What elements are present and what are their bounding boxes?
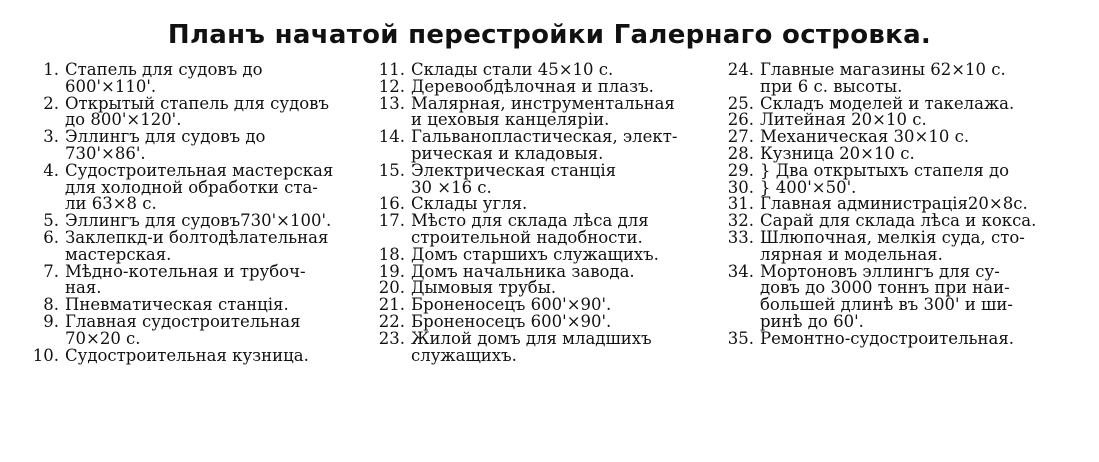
legend-item-line: Стапель для судовъ до	[65, 60, 263, 79]
legend-item	[30, 227, 360, 264]
legend-item-number: 20.	[378, 278, 405, 298]
legend-item-line: Жилой домъ для младшихъ	[411, 328, 652, 348]
legend-item-number: 15.	[378, 160, 405, 180]
legend-item-text	[65, 62, 360, 96]
legend-item-text	[411, 93, 716, 130]
legend-item-line: 30 ×16 с.	[411, 177, 492, 197]
legend-item-text	[65, 345, 360, 365]
legend-item-number: 35.	[727, 328, 754, 348]
legend-item	[725, 328, 1075, 348]
legend-item-line: Домъ старшихъ служащихъ.	[411, 244, 659, 264]
legend-item-line: ная.	[65, 278, 102, 298]
legend-item-text	[760, 227, 1075, 264]
legend-item-line: Склады стали 45×10 с.	[411, 60, 614, 79]
legend-item	[30, 93, 360, 130]
legend-item-text	[760, 62, 1075, 96]
legend-item-text	[65, 261, 360, 298]
legend-item-line: при 6 с. высоты.	[760, 76, 903, 96]
legend-item-line: } Два открытыхъ стапеля до	[760, 160, 1010, 180]
legend-item-number: 30.	[727, 177, 754, 197]
legend-item-line: Открытый стапель для судовъ	[65, 93, 329, 113]
legend-item	[725, 227, 1075, 264]
legend-item-line: Склады угля.	[411, 194, 528, 214]
legend-item-number: 31.	[727, 194, 754, 214]
legend-item-number: 22.	[378, 311, 405, 331]
legend-item-line: Дымовыя трубы.	[411, 278, 557, 298]
legend-item-number: 5.	[43, 211, 59, 231]
legend-item	[30, 160, 360, 214]
legend-item-line: Броненосецъ 600'×90'.	[411, 311, 612, 331]
legend-item-line: Ремонтно-судостроительная.	[760, 328, 1015, 348]
legend-item-number: 27.	[727, 127, 754, 147]
legend-item-line: 600'×110'.	[65, 76, 157, 96]
legend-item-number: 10.	[32, 345, 59, 365]
legend-item-number: 9.	[43, 311, 59, 331]
legend-item-line: Броненосецъ 600'×90'.	[411, 295, 612, 315]
legend-item	[30, 129, 360, 163]
legend-item-line: Электрическая станція	[411, 160, 617, 180]
legend-item-number: 18.	[378, 244, 405, 264]
legend-item-text	[411, 213, 716, 247]
legend-item-number: 2.	[43, 93, 59, 113]
legend-item-line: Механическая 30×10 с.	[760, 127, 970, 147]
legend-item-line: Гальванопластическая, элект-	[411, 127, 678, 147]
legend-item	[376, 328, 716, 365]
legend-item-line: 730'×86'.	[65, 143, 146, 163]
legend-item-line: Главная администрація20×8с.	[760, 194, 1028, 214]
legend-item-number: 25.	[727, 93, 754, 113]
legend-item-text	[65, 160, 360, 214]
legend-item-number: 23.	[378, 328, 405, 348]
legend-item-number: 12.	[378, 76, 405, 96]
legend-item-line: до 800'×120'.	[65, 110, 182, 130]
legend-item-line: 70×20 с.	[65, 328, 141, 348]
legend-item-line: рическая и кладовыя.	[411, 143, 604, 163]
page-title: Планъ начатой перестройки Галернаго островка.	[167, 20, 932, 50]
legend-item-text	[760, 261, 1075, 331]
legend-item-number: 3.	[43, 127, 59, 147]
legend-item-line: Шлюпочная, мелкія суда, сто-	[760, 227, 1025, 247]
legend-item-line: для холодной обработки ста-	[65, 177, 318, 197]
legend-item-line: Мортоновъ эллингъ для су-	[760, 261, 1000, 281]
legend-item-line: ли 63×8 с.	[65, 194, 157, 214]
legend-item-line: Домъ начальника завода.	[411, 261, 635, 281]
legend-item-number: 28.	[727, 143, 754, 163]
legend-item-number: 24.	[727, 60, 754, 79]
legend-item-text	[411, 160, 716, 197]
legend-item	[725, 261, 1075, 331]
legend-item-line: Судостроительная мастерская	[65, 160, 334, 180]
legend-item-line: Деревообдѣлочная и плазъ.	[411, 76, 654, 96]
legend-item-line: Кузница 20×10 с.	[760, 143, 915, 163]
legend-item	[30, 62, 360, 96]
legend-item-number: 7.	[43, 261, 59, 281]
legend-item-number: 4.	[43, 160, 59, 180]
legend-item-line: и цеховыя канцеляріи.	[411, 110, 610, 130]
legend-item	[725, 62, 1075, 96]
legend-item-text	[65, 311, 360, 348]
legend-item-line: мастерская.	[65, 244, 172, 264]
legend-item-number: 34.	[727, 261, 754, 281]
legend-item	[30, 345, 360, 365]
legend-item-number: 19.	[378, 261, 405, 281]
legend-item-line: ринѣ до 60'.	[760, 311, 864, 331]
legend-column-3	[725, 62, 1075, 348]
legend-item-line: Заклепкд-и болтодѣлательная	[65, 227, 329, 247]
legend-item-line: } 400'×50'.	[760, 177, 857, 197]
legend-item-number: 13.	[378, 93, 405, 113]
legend-item-line: большей длинѣ въ 300' и ши-	[760, 295, 1013, 315]
legend-item	[376, 160, 716, 197]
legend-item-text	[760, 328, 1075, 348]
legend-item-number: 29.	[727, 160, 754, 180]
legend-item-line: служащихъ.	[411, 345, 517, 365]
legend-item	[376, 93, 716, 130]
legend-item-number: 8.	[43, 295, 59, 315]
legend-item-number: 6.	[43, 227, 59, 247]
legend-item	[30, 261, 360, 298]
legend-item-number: 16.	[378, 194, 405, 214]
legend-item-line: Пневматическая станція.	[65, 295, 289, 315]
legend-item-line: Эллингъ для судовъ до	[65, 127, 266, 147]
legend-item-text	[65, 93, 360, 130]
legend-item-line: Мѣсто для склада лѣса для	[411, 211, 649, 231]
legend-item-line: Складъ моделей и такелажа.	[760, 93, 1015, 113]
legend-column-2	[376, 62, 716, 364]
legend-item-number: 14.	[378, 127, 405, 147]
legend-item-text	[411, 328, 716, 365]
legend-item-line: Главные магазины 62×10 с.	[760, 60, 1006, 79]
legend-item-number: 26.	[727, 110, 754, 130]
legend-item-text	[411, 129, 716, 163]
legend-item-line: Малярная, инструментальная	[411, 93, 675, 113]
legend-item-line: довъ до 3000 тоннъ при наи-	[760, 278, 1010, 298]
legend-item-text	[65, 129, 360, 163]
legend-item-line: Судостроительная кузница.	[65, 345, 309, 365]
legend-item-line: Литейная 20×10 с.	[760, 110, 927, 130]
legend-column-1	[30, 62, 360, 364]
legend-item-number: 11.	[378, 60, 405, 79]
legend-item-line: Сарай для склада лѣса и кокса.	[760, 211, 1037, 231]
legend-item	[30, 311, 360, 348]
legend-item-number: 33.	[727, 227, 754, 247]
legend-item-number: 21.	[378, 295, 405, 315]
legend-item-text	[65, 227, 360, 264]
legend-item-number: 1.	[43, 60, 59, 79]
legend-item-number: 32.	[727, 211, 754, 231]
legend-item-line: лярная и модельная.	[760, 244, 943, 264]
legend-item-line: Мѣдно-котельная и трубоч-	[65, 261, 306, 281]
legend-item	[376, 129, 716, 163]
legend-item-line: Главная судостроительная	[65, 311, 301, 331]
legend-item-number: 17.	[378, 211, 405, 231]
legend-item-line: Эллингъ для судовъ730'×100'.	[65, 211, 332, 231]
legend-item	[376, 213, 716, 247]
legend-item-line: строительной надобности.	[411, 227, 643, 247]
